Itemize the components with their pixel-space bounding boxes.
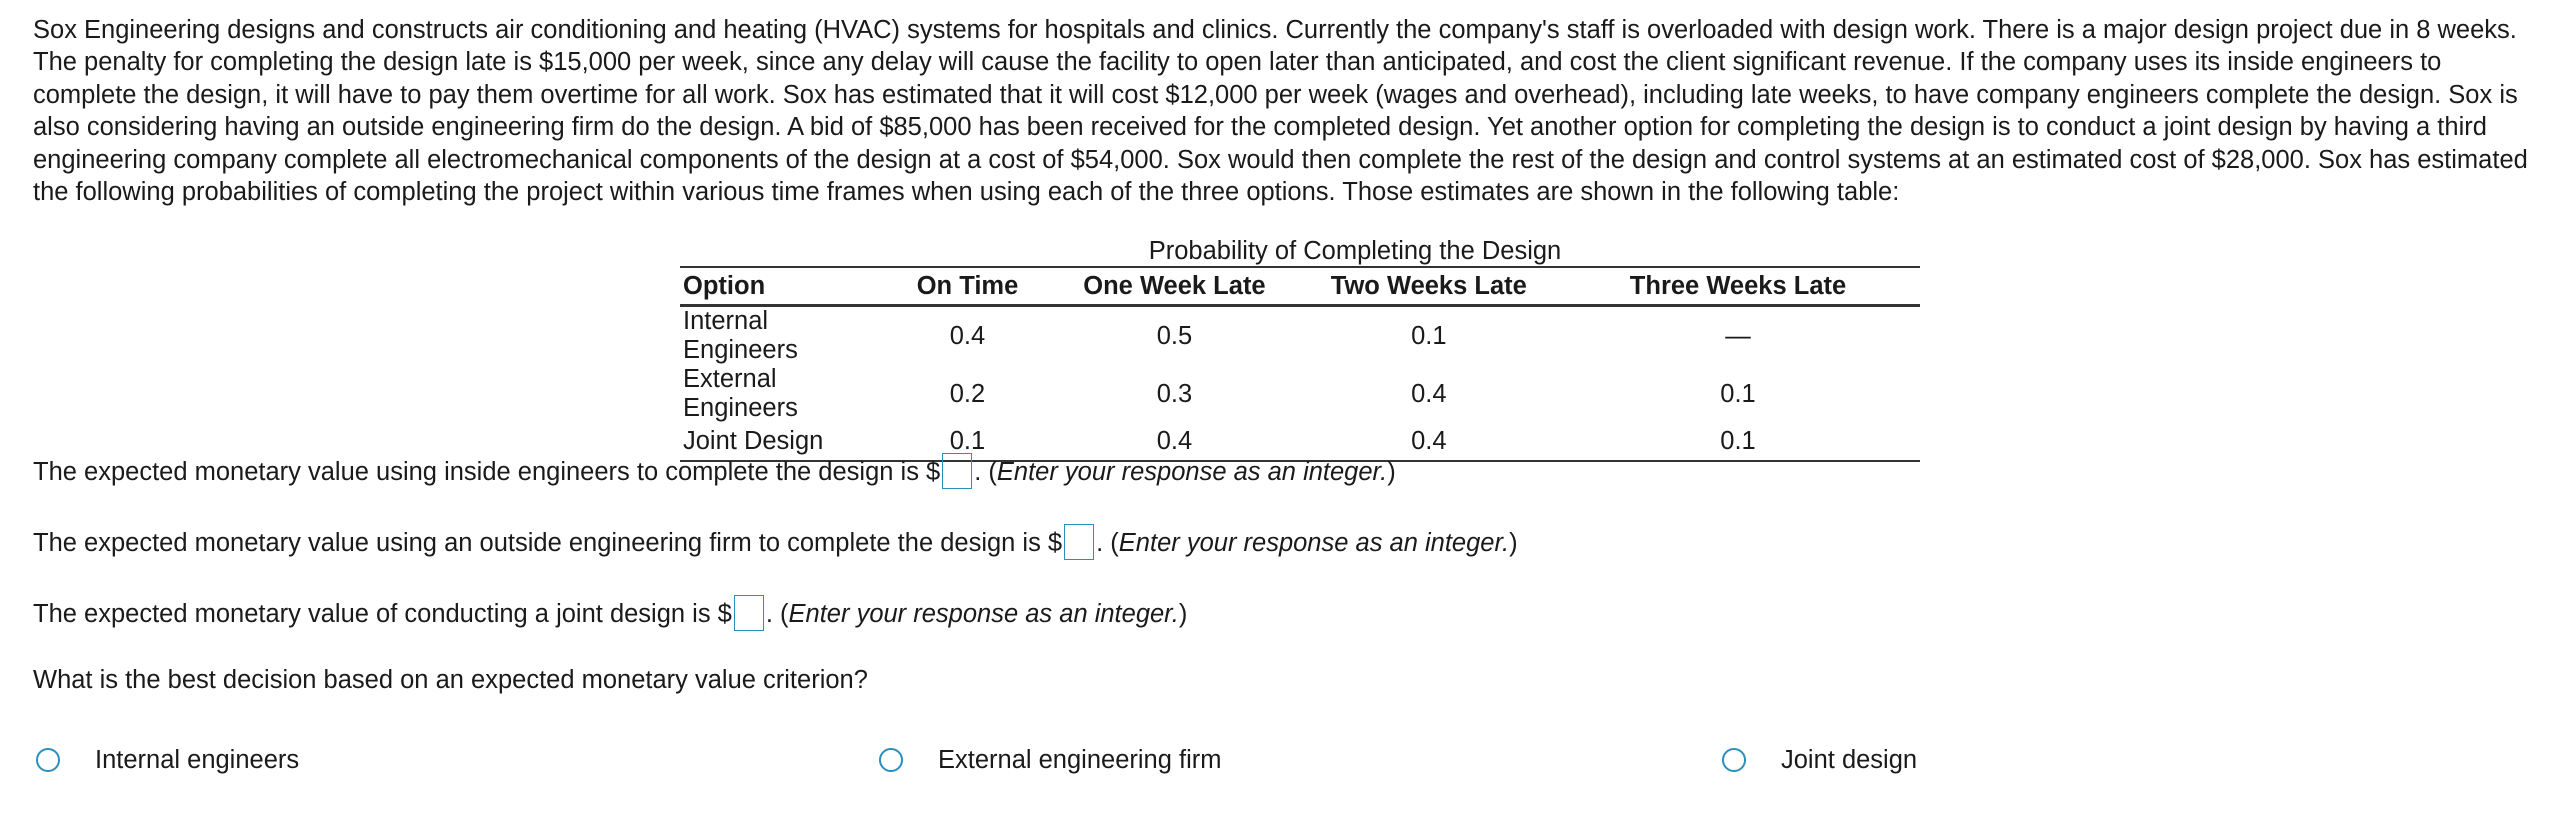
radio-button[interactable]: [36, 748, 60, 772]
question-punctuation: . (: [765, 600, 789, 628]
table-row: [680, 365, 1920, 423]
table-cell: 0.4: [1302, 423, 1556, 461]
question-emv-inside: [33, 455, 1396, 491]
table-header-row: [680, 267, 1920, 306]
table-cell: Internal Engineers: [683, 307, 798, 364]
choice-label: External engineering firm: [938, 746, 1222, 774]
radio-button[interactable]: [879, 748, 903, 772]
table-cell: —: [1725, 321, 1751, 350]
choice-internal-engineers[interactable]: [36, 743, 299, 777]
column-header: On Time: [888, 267, 1048, 306]
question-punctuation: . (: [1096, 529, 1119, 557]
question-text: The expected monetary value of conducting a joint design is $: [33, 600, 732, 628]
choice-label: Internal engineers: [95, 746, 300, 774]
table-cell: 0.3: [1156, 379, 1193, 408]
question-punctuation: ): [1509, 529, 1518, 557]
column-header: One Week Late: [1047, 267, 1301, 306]
question-punctuation: . (: [974, 458, 997, 486]
table-cell: 0.2: [949, 379, 986, 408]
question-emv-outside: [33, 526, 1518, 562]
table-cell: 0.1: [1411, 321, 1447, 350]
table-caption: Probability of Completing the Design: [1148, 237, 1562, 265]
answer-input-emv-outside[interactable]: [1064, 524, 1094, 560]
choice-joint-design[interactable]: [1722, 743, 1917, 777]
table-row: [680, 306, 1920, 366]
choice-external-engineering-firm[interactable]: [879, 743, 1221, 777]
column-header: Three Weeks Late: [1556, 267, 1920, 306]
probability-table: [680, 266, 1920, 462]
column-header: Option: [680, 267, 888, 306]
radio-button[interactable]: [1722, 748, 1746, 772]
table-cell: 0.4: [1047, 423, 1301, 461]
input-hint: Enter your response as an integer.: [996, 458, 1388, 486]
table-cell: 0.5: [1156, 321, 1193, 350]
question-text: The expected monetary value using inside engineers to complete the design is $: [33, 458, 941, 486]
table-cell: 0.4: [1411, 379, 1447, 408]
table-cell: 0.1: [888, 423, 1048, 461]
probability-table-container: [680, 236, 1920, 462]
problem-text: Sox Engineering designs and constructs air conditioning and heating (HVAC) systems for hospitals and clinics. Currently the company's staff is overloaded with design work. There is a major design project due in 8 weeks. The penalty for completing the design late is $15,000 per week, since any delay will cause the facility to open later than anticipated, and cost the client significant revenue. If the company uses its inside engineers to complete the design, it will have to pay them overtime for all work. Sox has estimated that it will cost $12,000 per week (wages and overhead), including late weeks, to have company engineers complete the design. Sox is also considering having an outside engineering firm do the design. A bid of $85,000 has been received for the completed design. Yet another option for completing the design is to conduct a joint design by having a third engineering company complete all electromechanical components of the design at a cost of $54,000. Sox would then complete the rest of the design and control systems at an estimated cost of $28,000. Sox has estimated the following probabilities of completing the project within various time frames when using each of the three options. Those estimates are shown in the following table:: [33, 16, 2528, 207]
question-text: The expected monetary value using an outside engineering firm to complete the design is $: [33, 529, 1063, 557]
input-hint: Enter your response as an integer.: [1118, 529, 1510, 557]
answer-input-emv-joint[interactable]: [734, 595, 764, 631]
table-cell: 0.1: [1720, 379, 1756, 408]
table-cell: External Engineers: [683, 365, 798, 422]
table-cell: 0.4: [949, 321, 986, 350]
question-emv-joint: [33, 597, 1187, 633]
question-punctuation: ): [1387, 458, 1396, 486]
table-cell: 0.1: [1556, 423, 1920, 461]
column-header: Two Weeks Late: [1302, 267, 1556, 306]
input-hint: Enter your response as an integer.: [788, 600, 1179, 628]
answer-input-emv-inside[interactable]: [942, 453, 972, 489]
choice-label: Joint design: [1781, 746, 1918, 774]
question-best-decision: What is the best decision based on an expected monetary value criterion?: [33, 666, 868, 694]
question-punctuation: ): [1178, 600, 1188, 628]
table-cell: Joint Design: [680, 423, 888, 461]
